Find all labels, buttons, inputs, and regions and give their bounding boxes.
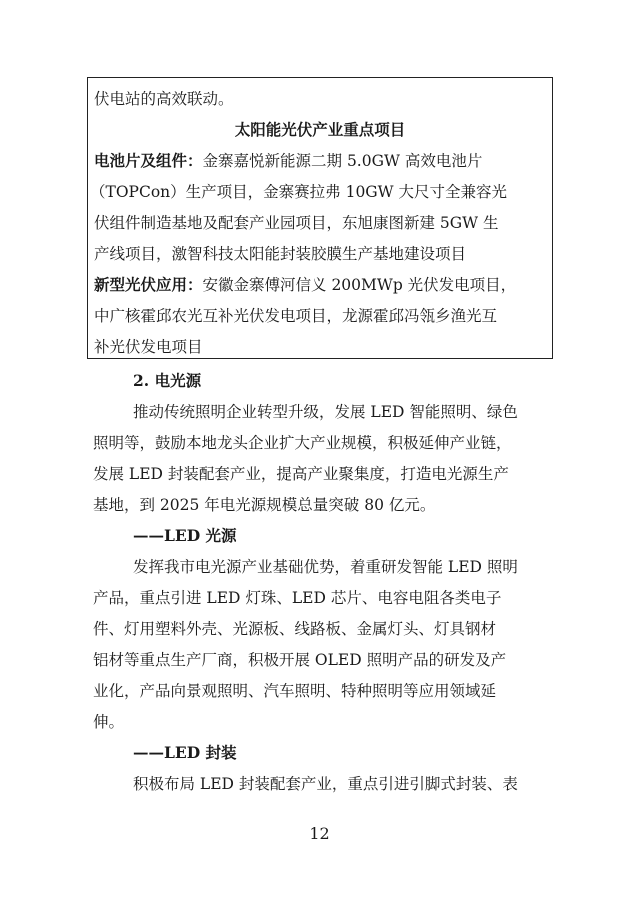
app-line-1: 新型光伏应用：安徽金寨傅河信义 200MWp 光伏发电项目， [94, 275, 517, 294]
cell-line-3: 伏组件制造基地及配套产业园项目，东旭康图新建 5GW 生 [94, 214, 499, 232]
subheading-led-packaging: ——LED 封装 [133, 743, 237, 762]
page-number: 12 [309, 824, 330, 843]
cell-label: 电池片及组件： [94, 151, 203, 170]
cell-line-2: （TOPCon）生产项目，金寨赛拉弗 10GW 大尺寸全兼容光 [90, 183, 508, 201]
para2-line-1: 发挥我市电光源产业基础优势，着重研发智能 LED 照明 [133, 558, 518, 576]
para1-line-1: 推动传统照明企业转型升级，发展 LED 智能照明、绿色 [133, 403, 518, 421]
box-title: 太阳能光伏产业重点项目 [234, 120, 406, 139]
app-line-3: 补光伏发电项目 [94, 338, 203, 356]
subheading-led-source: ——LED 光源 [133, 526, 237, 545]
para2-line-4: 铝材等重点生产厂商，积极开展 OLED 照明产品的研发及产 [93, 651, 507, 669]
para3-line-1: 积极布局 LED 封装配套产业，重点引进引脚式封装、表 [133, 775, 518, 793]
section-heading: 2. 电光源 [133, 371, 202, 390]
cell-line-4: 产线项目，激智科技太阳能封装胶膜生产基地建设项目 [94, 245, 467, 263]
para2-line-2: 产品，重点引进 LED 灯珠、LED 芯片、电容电阻各类电子 [93, 589, 502, 607]
para1-line-3: 发展 LED 封装配套产业，提高产业聚集度，打造电光源生产 [93, 465, 509, 483]
para2-line-5: 业化，产品向景观照明、汽车照明、特种照明等应用领域延 [93, 682, 497, 700]
cell-line-1: 电池片及组件：金寨嘉悦新能源二期 5.0GW 高效电池片 [94, 151, 483, 170]
para1-line-4: 基地，到 2025 年电光源规模总量突破 80 亿元。 [93, 496, 436, 514]
app-label: 新型光伏应用： [94, 275, 203, 294]
para2-line-3: 件、灯用塑料外壳、光源板、线路板、金属灯头、灯具钢材 [93, 620, 497, 638]
para2-line-6: 伸。 [93, 713, 125, 731]
key-projects-box [87, 77, 553, 359]
app-line-2: 中广核霍邱农光互补光伏发电项目，龙源霍邱冯瓴乡渔光互 [94, 307, 498, 325]
box-continued-line: 伏电站的高效联动。 [94, 90, 234, 108]
para1-line-2: 照明等，鼓励本地龙头企业扩大产业规模，积极延伸产业链， [93, 434, 512, 452]
